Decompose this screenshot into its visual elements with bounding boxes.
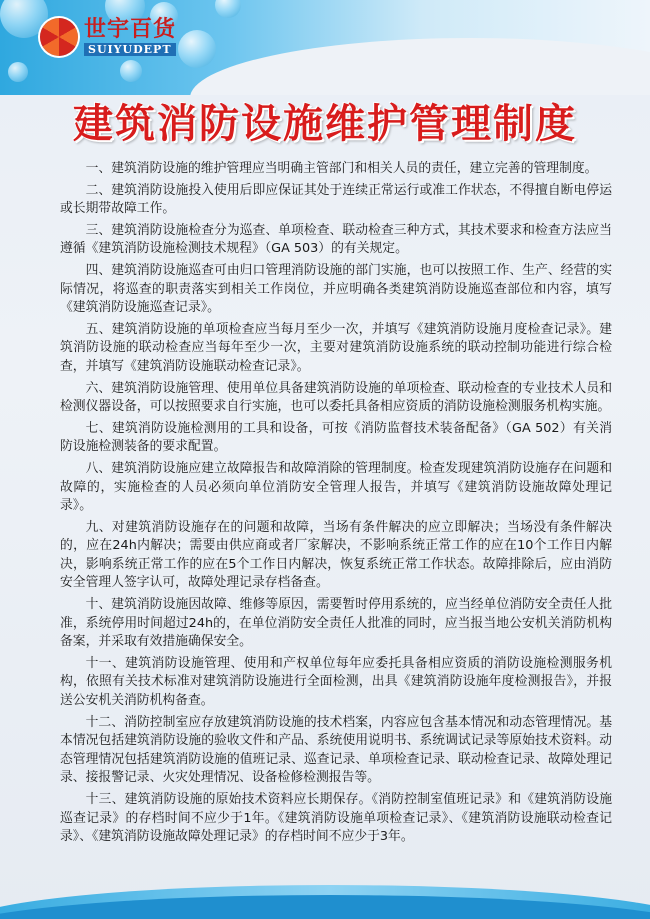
paragraph-3: 三、建筑消防设施检查分为巡查、单项检查、联动检查三种方式，其技术要求和检查方法应当遵循《建筑消防设施检测技术规程》（GA 503）的有关规定。 xyxy=(60,222,612,257)
bottom-banner xyxy=(0,877,650,919)
logo-name-en: SUIYUDEPT xyxy=(84,43,176,56)
paragraph-10: 十、建筑消防设施因故障、维修等原因，需要暂时停用系统的，应当经单位消防安全责任人批准，系统停用时间超过24h的，在单位消防安全责任人批准的同时，应当报当地公安机关消防机构备案，并采取有效措施确保安全。 xyxy=(60,597,612,650)
logo-swirl-icon xyxy=(40,18,78,56)
decor-bubble xyxy=(8,62,28,82)
paragraph-7: 七、建筑消防设施检测用的工具和设备，可按《消防监督技术装备配备》（GA 502）有关消防设施检测装备的要求配置。 xyxy=(60,420,612,455)
paragraph-13: 十三、建筑消防设施的原始技术资料应长期保存。《消防控制室值班记录》和《建筑消防设施巡查记录》的存档时间不应少于1年。《建筑消防设施单项检查记录》、《建筑消防设施联动检查记录》、《建筑消防设施故障处理记录》的存档时间不应少于3年。 xyxy=(60,792,612,845)
decor-bubble xyxy=(178,30,216,68)
decor-bubble xyxy=(215,0,241,18)
regulation-body xyxy=(60,160,612,850)
brand-logo xyxy=(40,18,176,56)
paragraph-6: 六、建筑消防设施管理、使用单位具备建筑消防设施的单项检查、联动检查的专业技术人员和检测仪器设备，可以按照要求自行实施，也可以委托具备相应资质的消防设施检测服务机构实施。 xyxy=(60,380,612,415)
decor-bubble xyxy=(120,60,142,82)
paragraph-5: 五、建筑消防设施的单项检查应当每月至少一次，并填写《建筑消防设施月度检查记录》。建筑消防设施的联动检查应当每年至少一次，主要对建筑消防设施系统的联动控制功能进行综合检查，并填写《建筑消防设施联动检查记录》。 xyxy=(60,321,612,374)
paragraph-1: 一、建筑消防设施的维护管理应当明确主管部门和相关人员的责任，建立完善的管理制度。 xyxy=(85,161,598,176)
paragraph-11: 十一、建筑消防设施管理、使用和产权单位每年应委托具备相应资质的消防设施检测服务机构，依照有关技术标准对建筑消防设施进行全面检测，出具《建筑消防设施年度检测报告》，并报送公安机关消防机构备查。 xyxy=(60,655,612,709)
logo-name-cn: 世宇百货 xyxy=(84,16,177,42)
paragraph-12: 十二、消防控制室应存放建筑消防设施的技术档案，内容应包含基本情况和动态管理情况。基本情况包括建筑消防设施的验收文件和产品、系统使用说明书、系统调试记录等原始技术资料。动态管理情况包括建筑消防设施的值班记录、巡查记录、单项检查记录、联动检查记录、故障处理记录、接报警记录、火灾处理情况、设备检修检测报告等。 xyxy=(60,714,612,786)
paragraph-9: 九、对建筑消防设施存在的问题和故障，当场有条件解决的应立即解决；当场没有条件解决的，应在24h内解决；需要由供应商或者厂家解决，不影响系统正常工作的应在10个工作日内解决，影响系统正常工作的应在5个工作日内解决，恢复系统正常工作状态。故障排除后，应由消防安全管理人签字认可，故障处理记录存档备查。 xyxy=(60,519,612,591)
paragraph-8: 八、建筑消防设施应建立故障报告和故障消除的管理制度。检查发现建筑消防设施存在问题和故障的，实施检查的人员必须向单位消防安全管理人报告，并填写《建筑消防设施故障处理记录》。 xyxy=(60,460,612,514)
paragraph-4: 四、建筑消防设施巡查可由归口管理消防设施的部门实施，也可以按照工作、生产、经营的实际情况，将巡查的职责落实到相关工作岗位，并应明确各类建筑消防设施巡查部位和内容，填写《建筑消防设施巡查记录》。 xyxy=(60,262,612,316)
page-title: 建筑消防设施维护管理制度 xyxy=(73,100,577,147)
banner-swoosh xyxy=(190,38,650,95)
paragraph-2: 二、建筑消防设施投入使用后即应保证其处于连续正常运行或准工作状态，不得擅自断电停运或长期带故障工作。 xyxy=(60,182,612,217)
